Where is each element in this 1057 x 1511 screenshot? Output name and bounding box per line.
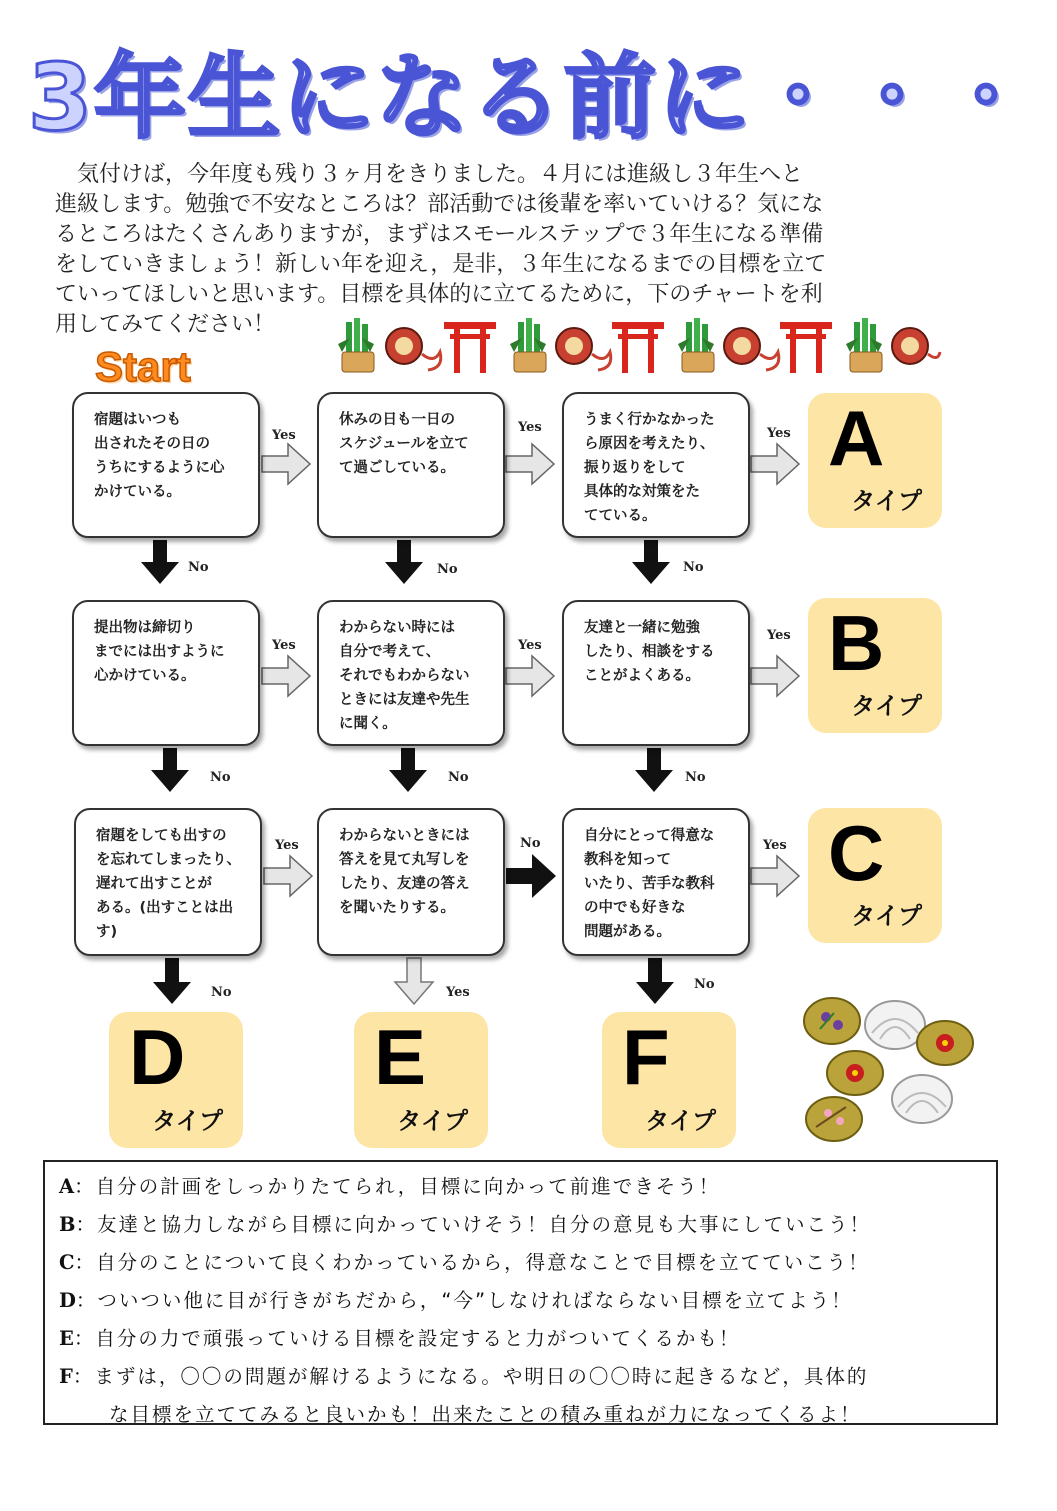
legend-key: F xyxy=(59,1365,73,1388)
legend-row-a xyxy=(59,1168,982,1206)
no-arrow xyxy=(385,540,423,584)
result-type-f xyxy=(602,1012,736,1148)
no-arrow xyxy=(506,854,556,898)
legend-key: B xyxy=(59,1213,76,1236)
legend-row-d xyxy=(59,1282,982,1320)
legend-key: C xyxy=(59,1251,75,1274)
no-label: No xyxy=(683,560,704,575)
result-type-e xyxy=(354,1012,488,1148)
result-letter: A xyxy=(828,394,885,482)
question-box-4: 提出物は締切り までには出すように 心かけている。 xyxy=(72,600,260,746)
legend-row-e xyxy=(59,1320,982,1358)
type-label: タイプ xyxy=(152,1107,223,1135)
type-label: タイプ xyxy=(851,487,922,515)
result-letter: C xyxy=(828,809,885,897)
question-box-8: わからないときには 答えを見て丸写しを したり、友達の答え を聞いたりする。 xyxy=(317,808,505,956)
intro-paragraph: 気付けば，今年度も残り３ヶ月をきりました。４月には進級し３年生へと 進級します。勉強で不安なところは？部活動では後輩を率いていける？気にな るところはたくさんありますが，まずはスモールステップで３年生になる準備 をしていきましょう！新しい年を迎え，是非，３年生になるまでの目標を立て ていってほしいと思います。目標を具体的に立てるために，下のチャートを利 用してみてください！ xyxy=(55,162,827,337)
shell-icon xyxy=(804,998,860,1044)
type-label: タイプ xyxy=(645,1107,716,1135)
legend-row-c xyxy=(59,1244,982,1282)
yes-arrow xyxy=(506,656,554,696)
result-type-a xyxy=(808,393,942,528)
question-box-7: 宿題をしても出すの を忘れてしまったり、 遅れて出すことが ある。(出すことは出 す) xyxy=(74,808,262,956)
no-label: No xyxy=(448,770,469,785)
legend-key: E xyxy=(59,1327,74,1350)
yes-label: Yes xyxy=(275,838,299,853)
result-letter: D xyxy=(129,1013,186,1101)
shell-icon xyxy=(806,1097,862,1141)
type-legend xyxy=(43,1160,998,1425)
no-arrow xyxy=(635,748,673,792)
yes-arrow xyxy=(506,444,554,484)
yes-arrow xyxy=(262,444,310,484)
no-label: No xyxy=(520,836,541,851)
shell-icon xyxy=(865,1001,925,1049)
legend-text: ：まずは，〇〇の問題が解けるようになる。や明日の〇〇時に起きるなど，具体的 xyxy=(72,1365,869,1388)
yes-arrow xyxy=(751,444,799,484)
legend-row-f xyxy=(59,1358,982,1396)
type-label: タイプ xyxy=(851,902,922,930)
legend-text: ：自分のことについて良くわかっているから，得意なことで目標を立てていこう！ xyxy=(74,1251,870,1274)
yes-label: Yes xyxy=(767,426,791,441)
question-box-5: わからない時には 自分で考えて、 それでもわからない ときには友達や先生 に聞く。 xyxy=(317,600,505,746)
question-box-9: 自分にとって得意な 教科を知って いたり、苦手な教科 の中でも好きな 問題がある。 xyxy=(562,808,750,956)
legend-text: ：ついつい他に目が行きがちだから，“今”しなければならない目標を立てよう！ xyxy=(75,1289,853,1312)
yes-arrow xyxy=(751,856,799,896)
legend-text: ：友達と協力しながら目標に向かっていけそう！自分の意見も大事にしていこう！ xyxy=(75,1213,871,1236)
result-letter: B xyxy=(828,599,885,687)
legend-text: ：自分の計画をしっかりたてられ，目標に向かって前進できそう！ xyxy=(74,1175,721,1198)
yes-label: Yes xyxy=(767,628,791,643)
question-box-1: 宿題はいつも 出されたその日の うちにするように心 かけている。 xyxy=(72,392,260,538)
yes-label: Yes xyxy=(272,638,296,653)
no-label: No xyxy=(188,560,209,575)
no-label: No xyxy=(437,562,458,577)
shell-icon xyxy=(827,1051,883,1095)
question-box-6: 友達と一緒に勉強 したり、相談をする ことがよくある。 xyxy=(562,600,750,746)
result-letter: F xyxy=(622,1013,670,1101)
yes-arrow xyxy=(395,958,433,1004)
no-arrow xyxy=(636,958,674,1004)
yes-arrow xyxy=(262,656,310,696)
result-type-d xyxy=(109,1012,243,1148)
yes-arrow xyxy=(751,656,799,696)
legend-key: D xyxy=(59,1289,76,1312)
question-box-2: 休みの日も一日の スケジュールを立て て過ごしている。 xyxy=(317,392,505,538)
no-arrow xyxy=(151,748,189,792)
legend-text: ：自分の力で頑張っていける目標を設定すると力がついてくるかも！ xyxy=(73,1327,741,1350)
yes-label: Yes xyxy=(272,428,296,443)
shell-icon xyxy=(917,1021,973,1065)
type-label: タイプ xyxy=(851,692,922,720)
yes-arrow xyxy=(264,856,312,896)
yes-label: Yes xyxy=(446,985,470,1000)
page-title: 3年生になる前に・・・ xyxy=(28,44,1035,151)
start-label: Start xyxy=(95,343,191,390)
no-label: No xyxy=(210,770,231,785)
question-box-3: うまく行かなかった ら原因を考えたり、 振り返りをして 具体的な対策をた てている。 xyxy=(562,392,750,538)
legend-row-f-continued: な目標を立ててみると良いかも！出来たことの積み重ねが力になってくるよ！ xyxy=(109,1403,862,1426)
legend-row-b xyxy=(59,1206,982,1244)
result-type-b xyxy=(808,598,942,733)
legend-key: A xyxy=(59,1175,75,1198)
no-arrow xyxy=(153,958,191,1004)
no-label: No xyxy=(694,977,715,992)
result-letter: E xyxy=(374,1013,427,1101)
result-type-c xyxy=(808,808,942,943)
type-label: タイプ xyxy=(397,1107,468,1135)
no-label: No xyxy=(211,985,232,1000)
no-label: No xyxy=(685,770,706,785)
shell-decoration xyxy=(800,995,980,1145)
shell-icon xyxy=(892,1075,952,1123)
yes-label: Yes xyxy=(518,420,542,435)
no-arrow xyxy=(141,540,179,584)
no-arrow xyxy=(632,540,670,584)
no-arrow xyxy=(389,748,427,792)
yes-label: Yes xyxy=(763,838,787,853)
yes-label: Yes xyxy=(518,638,542,653)
